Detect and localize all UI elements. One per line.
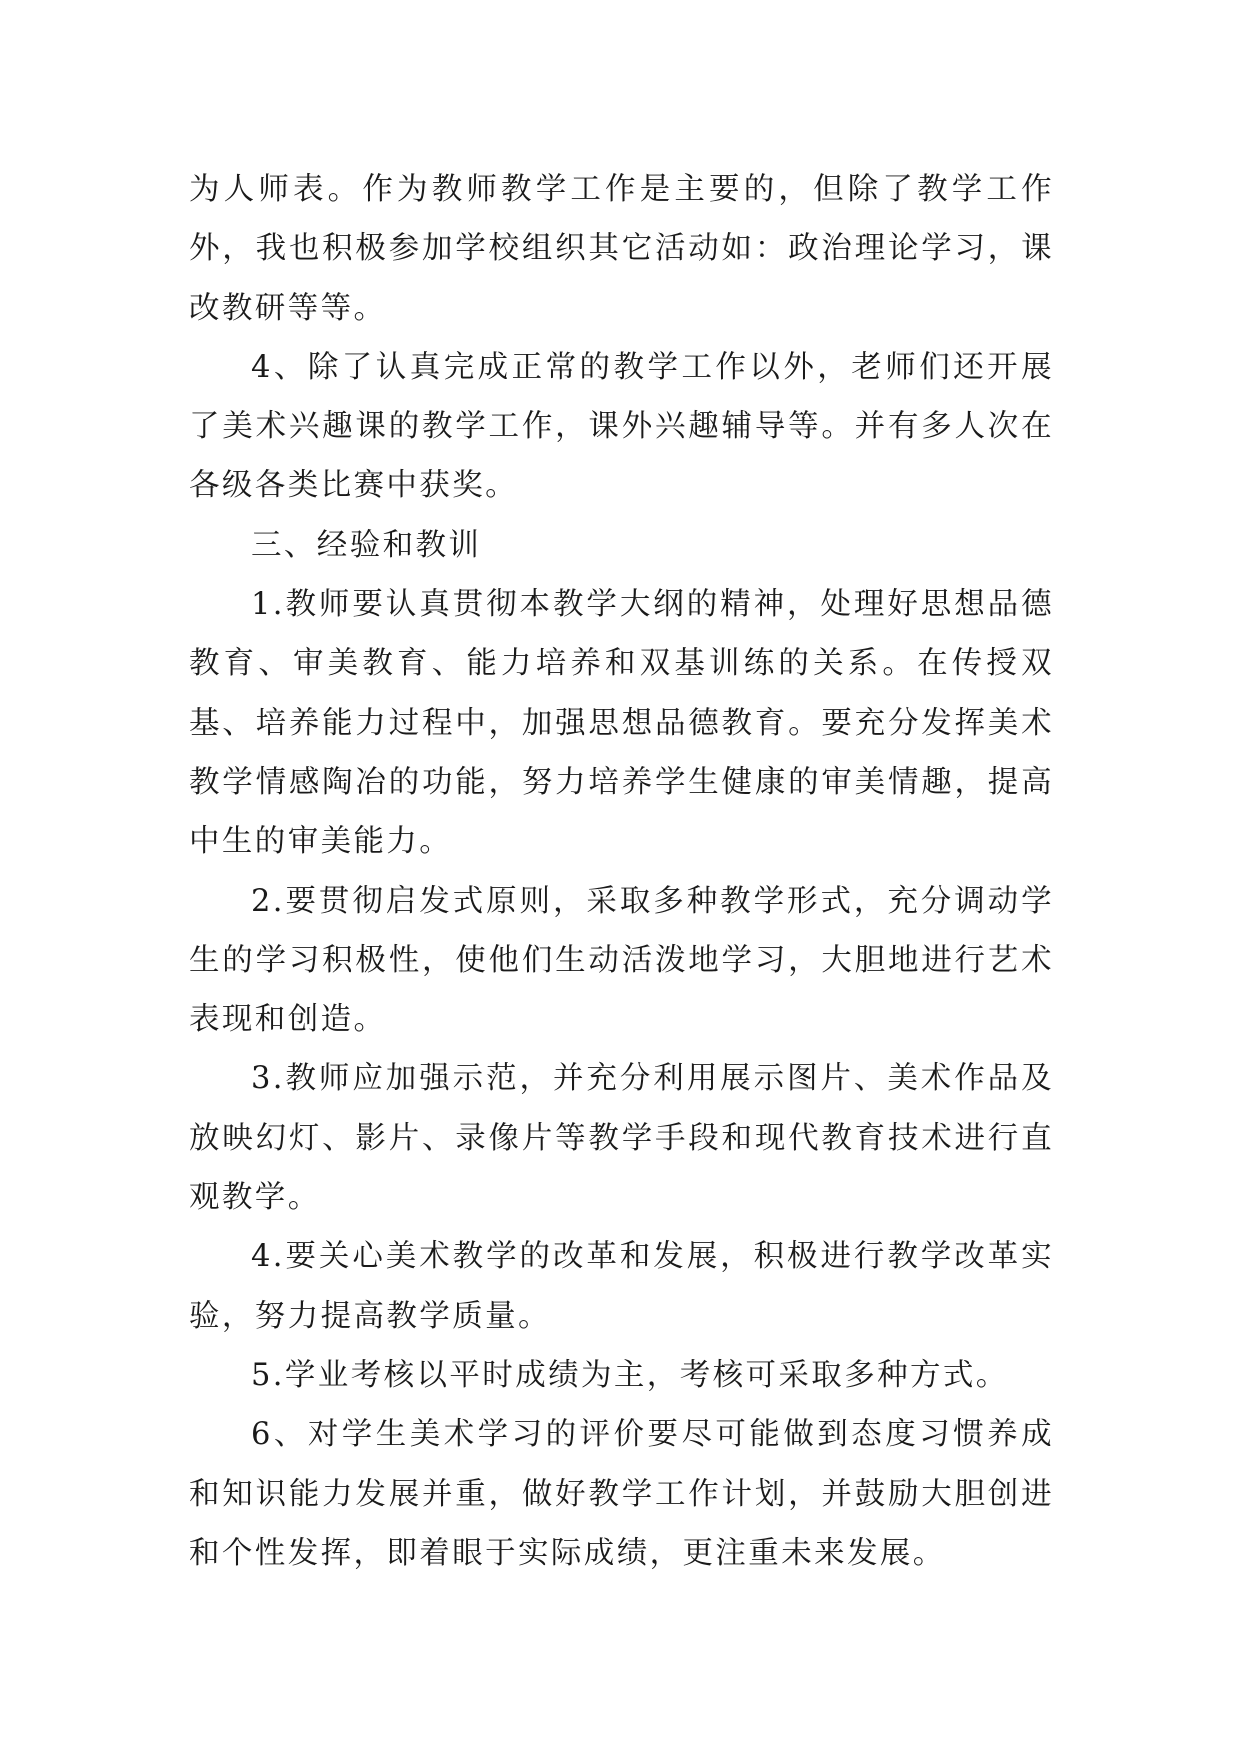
list-item-2: 2.要贯彻启发式原则，采取多种教学形式，充分调动学生的学习积极性，使他们生动活泼地学习，大胆地进行艺术表现和创造。 [189,883,1054,1038]
section-heading-experience: 三、经验和教训 [251,527,482,563]
list-item-3: 3.教师应加强示范，并充分利用展示图片、美术作品及放映幻灯、影片、录像片等教学手段和现代教育技术进行直观教学。 [189,1061,1054,1216]
list-item-1: 1.教师要认真贯彻本教学大纲的精神，处理好思想品德教育、审美教育、能力培养和双基训练的关系。在传授双基、培养能力过程中，加强思想品德教育。要充分发挥美术教学情感陶冶的功能，努力培养学生健康的审美情趣，提高中生的审美能力。 [189,587,1054,860]
list-item-4: 4.要关心美术教学的改革和发展，积极进行教学改革实验，努力提高教学质量。 [189,1239,1054,1334]
paragraph-continuation: 为人师表。作为教师教学工作是主要的，但除了教学工作外，我也积极参加学校组织其它活动如：政治理论学习，课改教研等等。 [189,172,1054,326]
list-item-5: 5.学业考核以平时成绩为主，考核可采取多种方式。 [251,1357,1009,1393]
paragraph-point-4: 4、除了认真完成正常的教学工作以外，老师们还开展了美术兴趣课的教学工作，课外兴趣辅导等。并有多人次在各级各类比赛中获奖。 [189,349,1054,504]
list-item-6: 6、对学生美术学习的评价要尽可能做到态度习惯养成和知识能力发展并重，做好教学工作计划，并鼓励大胆创进和个性发挥，即着眼于实际成绩，更注重未来发展。 [189,1417,1054,1571]
document-body [189,160,1054,1583]
